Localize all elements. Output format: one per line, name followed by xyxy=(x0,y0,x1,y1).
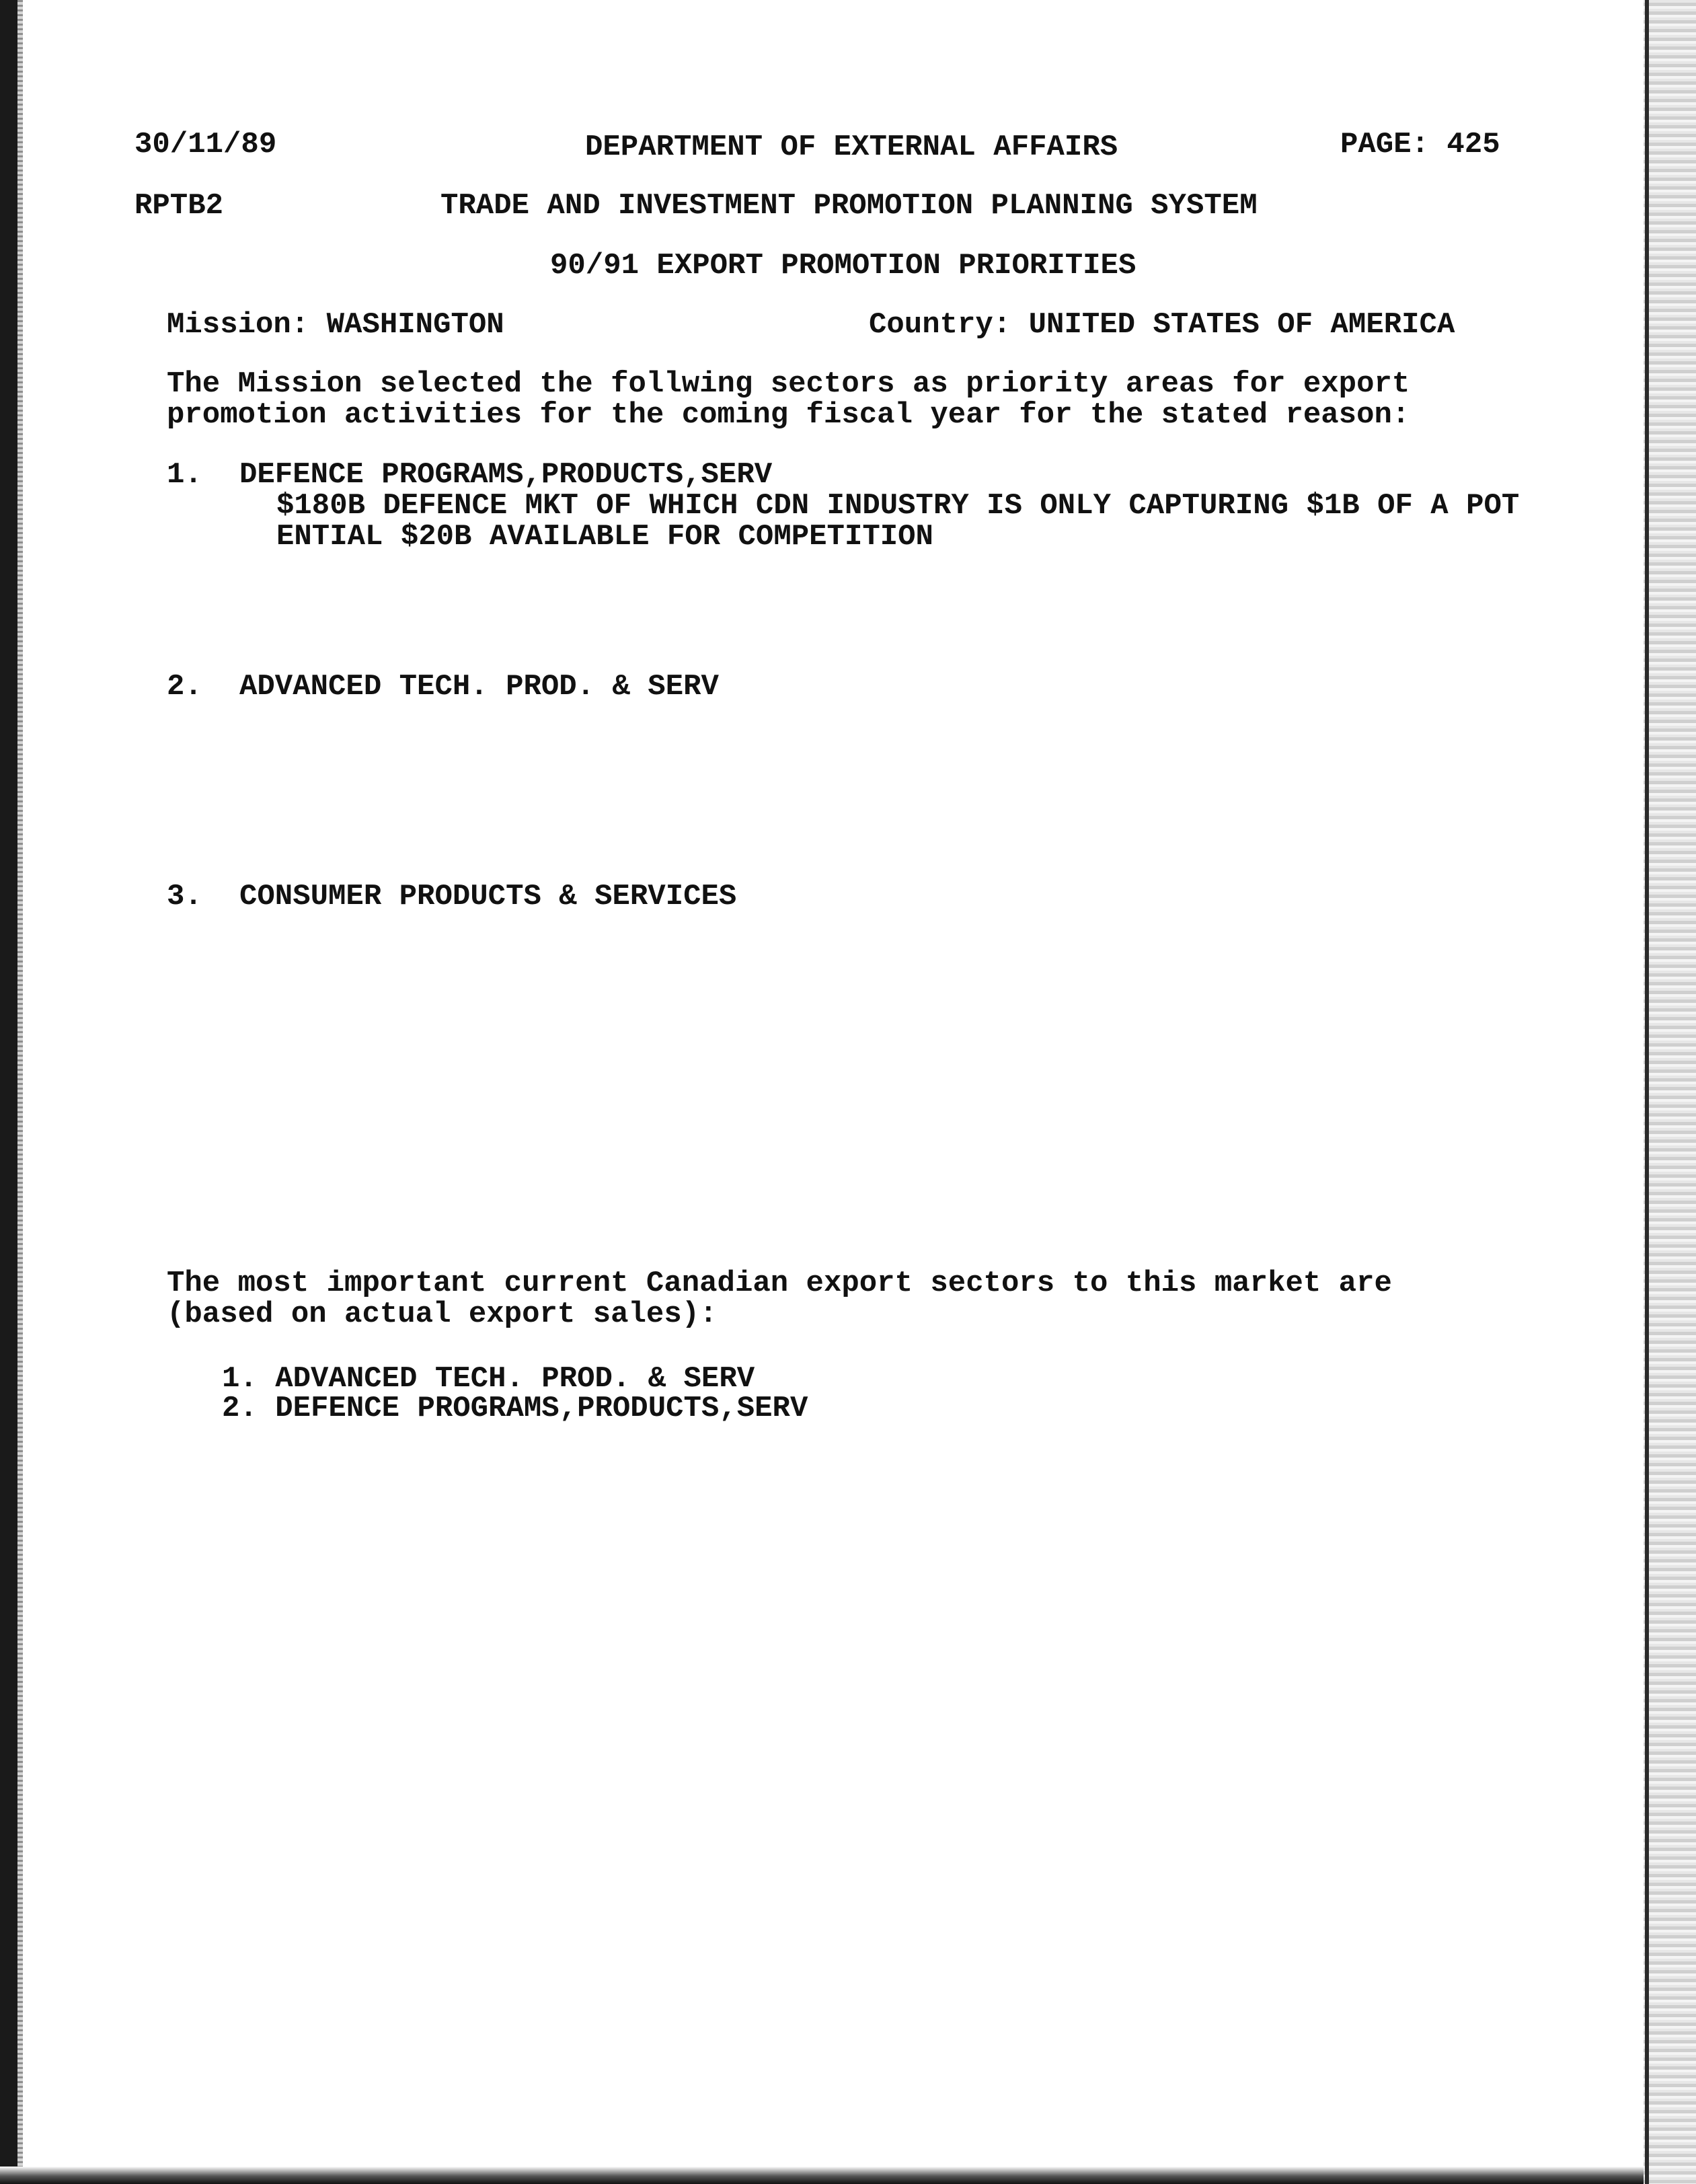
current-sectors-line-1: The most important current Canadian export sectors to this market are xyxy=(167,1267,1392,1300)
scan-left-edge-texture xyxy=(17,0,23,2184)
page-title: 90/91 EXPORT PROMOTION PRIORITIES xyxy=(550,249,1136,283)
report-code: RPTB2 xyxy=(134,189,224,223)
priority-2-title: ADVANCED TECH. PROD. & SERV xyxy=(239,670,719,704)
intro-line-2: promotion activities for the coming fiscal year for the stated reason: xyxy=(167,398,1410,432)
priority-1-title: DEFENCE PROGRAMS,PRODUCTS,SERV xyxy=(239,458,773,492)
scan-right-edge-line xyxy=(1645,0,1649,2184)
priority-1-number: 1. xyxy=(167,458,202,492)
current-sectors-line-2: (based on actual export sales): xyxy=(167,1297,718,1331)
scan-bottom-edge xyxy=(0,2167,1644,2184)
intro-line-1: The Mission selected the follwing sectors as priority areas for export xyxy=(167,367,1410,401)
mission-label: Mission: WASHINGTON xyxy=(167,308,504,342)
priority-3-title: CONSUMER PRODUCTS & SERVICES xyxy=(239,880,737,913)
page-number: PAGE: 425 xyxy=(1340,128,1500,161)
priority-3-number: 3. xyxy=(167,880,202,913)
country-label: Country: UNITED STATES OF AMERICA xyxy=(869,308,1455,342)
current-sector-item: 1. ADVANCED TECH. PROD. & SERV xyxy=(222,1362,755,1396)
priority-1-reason-line-2: ENTIAL $20B AVAILABLE FOR COMPETITION xyxy=(276,520,933,554)
system-name: TRADE AND INVESTMENT PROMOTION PLANNING SYSTEM xyxy=(440,189,1258,223)
department-name: DEPARTMENT OF EXTERNAL AFFAIRS xyxy=(585,130,1118,164)
priority-2-number: 2. xyxy=(167,670,202,704)
current-sector-item: 2. DEFENCE PROGRAMS,PRODUCTS,SERV xyxy=(222,1392,808,1425)
report-date: 30/11/89 xyxy=(134,128,277,161)
priority-1-reason-line-1: $180B DEFENCE MKT OF WHICH CDN INDUSTRY IS ONLY CAPTURING $1B OF A POT xyxy=(276,489,1520,523)
scan-left-edge xyxy=(0,0,17,2184)
scan-right-edge xyxy=(1644,0,1696,2184)
